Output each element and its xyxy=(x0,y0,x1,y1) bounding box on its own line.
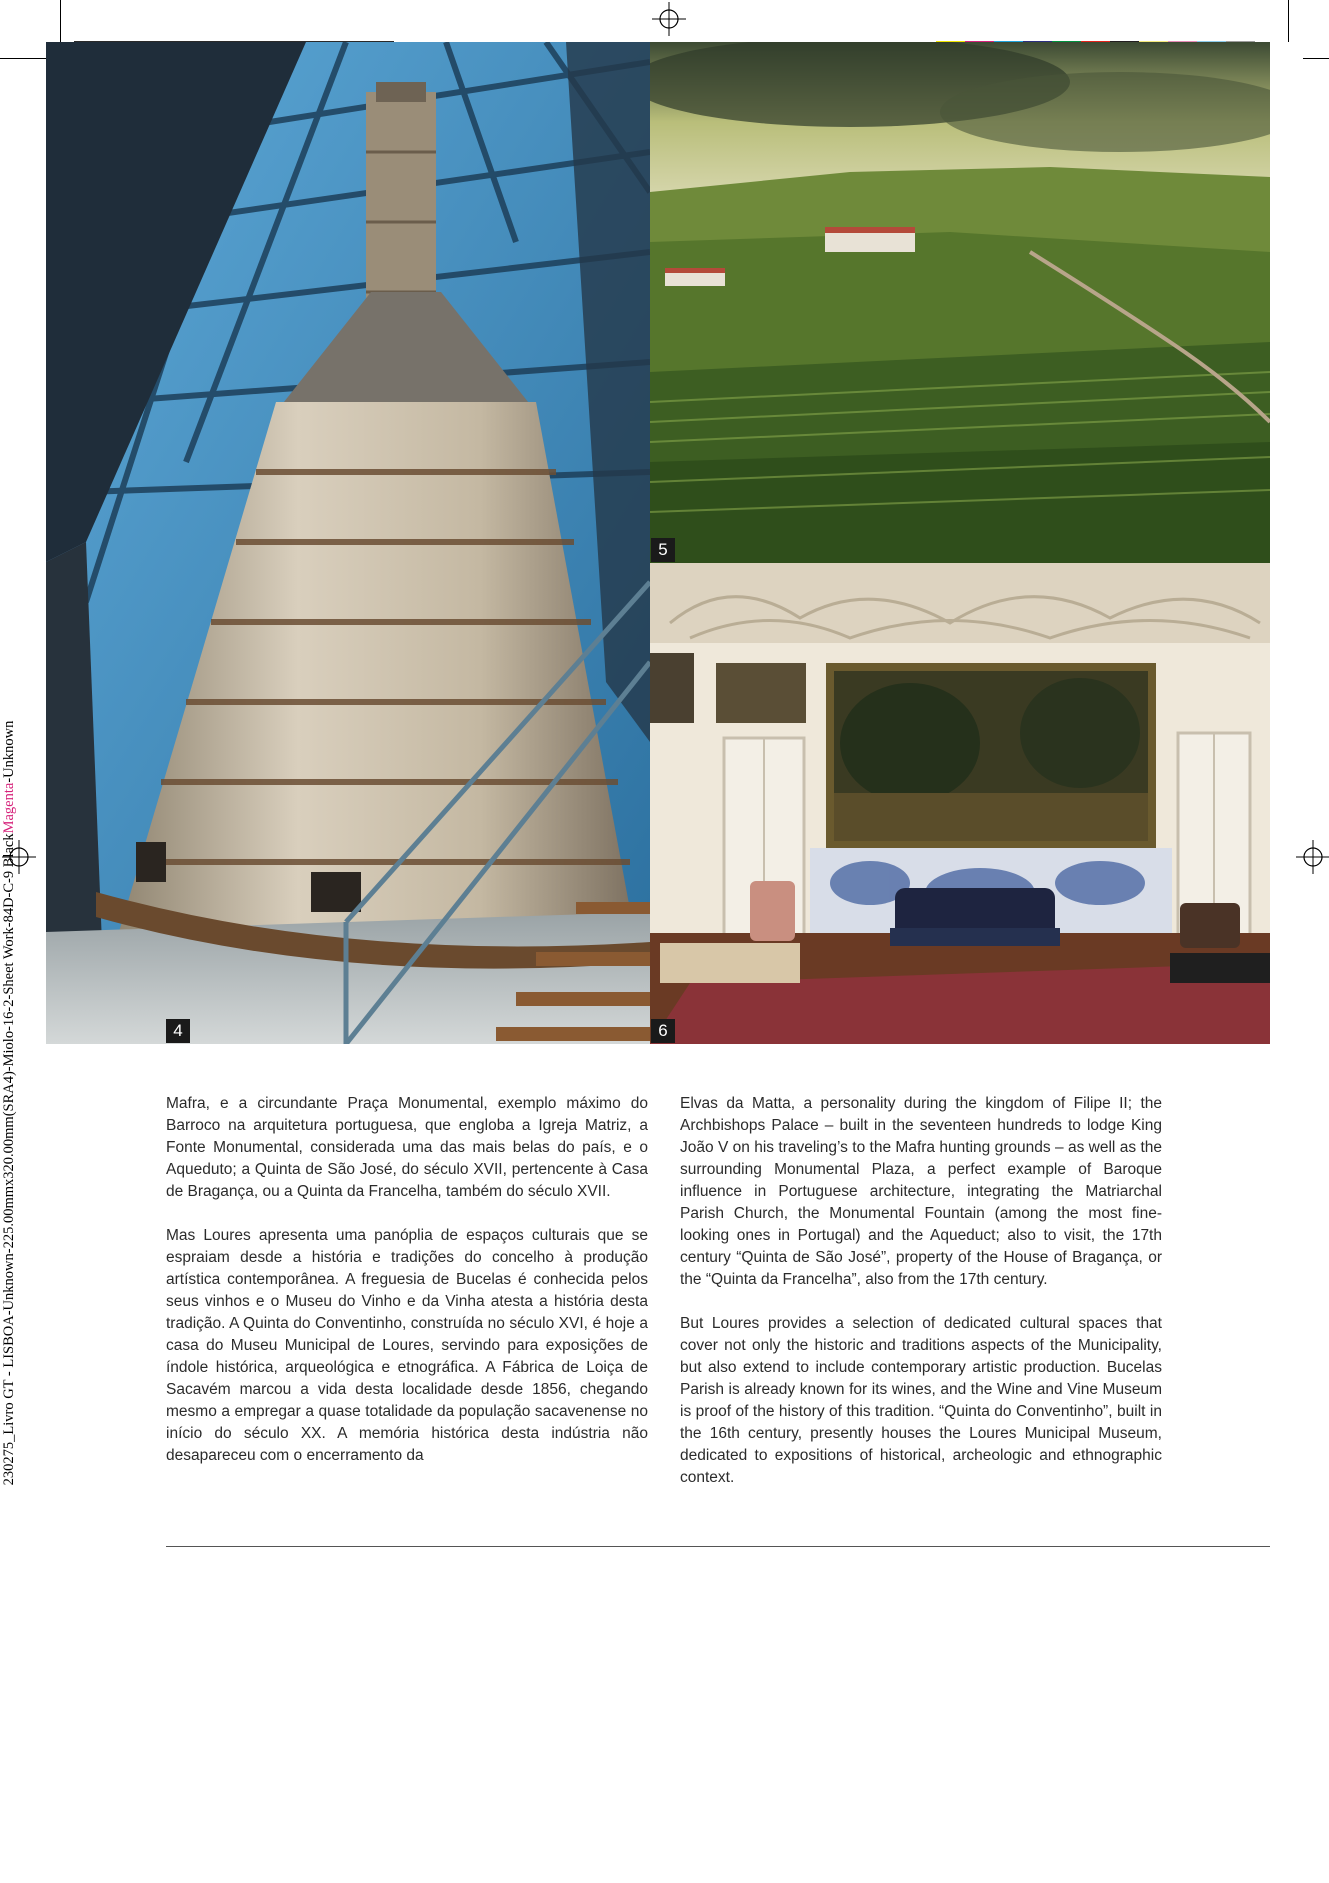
photo-number: 5 xyxy=(651,538,675,562)
paragraph: Mas Loures apresenta uma panóplia de espaços culturais que se espraiam desde a história e tradições do concelho à produção artística contemporânea. A freguesia de Bucelas é conhecida pelos seus vinhos e o Museu do Vinho e da Vinha atesta a história desta tradição. A Quinta do Conventinho, construída no século XVI, é hoje a casa do Museu Municipal de Loures, servindo para exposições de índole histórica, arqueológica e etnográfica. A Fábrica de Loiça de Sacavém marcou a vida desta localidade desde 1856, chegando mesmo a empregar a quase totalidade da população sacavenense no início do século XX. A memória histórica desta indústria não desapareceu com o encerramento da xyxy=(166,1227,648,1464)
photo-number: 6 xyxy=(651,1019,675,1043)
photo-number: 4 xyxy=(166,1019,190,1043)
crop-mark xyxy=(60,0,61,46)
text-column-portuguese xyxy=(166,1093,648,1489)
slug-prefix: 230275_Livro GT - LISBOA-Unknown-225.00mmx320.00mm(SRA4)-Miolo-16-2-Sheet Work-84D-C-9 xyxy=(1,870,17,1486)
crop-mark xyxy=(0,58,46,59)
crop-mark xyxy=(1288,0,1289,42)
paragraph: Elvas da Matta, a personality during the kingdom of Filipe II; the Archbishops Palace – built in the seventeen hundreds to lodge King João V on his traveling’s to the Mafra hunting grounds – as well as the surrounding Monumental Plaza, a perfect example of Baroque influence in Portuguese architecture, integrating the Matriarchal Parish Church, the Monumental Fountain (among the most fine-looking ones in Portugal) and the Aqueduct; also to visit, the 17th century “Quinta de São José”, property of the House of Bragança, or the “Quinta da Francelha”, also from the 17th century. xyxy=(680,1095,1162,1288)
text-column-english xyxy=(680,1093,1162,1511)
registration-mark-icon xyxy=(652,2,686,36)
registration-mark-icon xyxy=(1296,840,1329,874)
photo-kiln xyxy=(46,42,650,1044)
photo-vineyard xyxy=(650,42,1270,563)
footer-rule xyxy=(166,1546,1270,1547)
slug-black: Black xyxy=(1,833,17,868)
slug-suffix: -Unknown xyxy=(1,720,17,783)
slug-magenta: Magenta xyxy=(1,782,17,834)
printer-slug xyxy=(0,323,19,1883)
paragraph: But Loures provides a selection of dedicated cultural spaces that cover not only the historic and traditions aspects of the Municipality, but also extend to include contemporary artistic production. Bucelas Parish is already known for its wines, and the Wine and Vine Museum is proof of the history of this tradition. “Quinta do Conventinho”, built in the 16th century, presently houses the Loures Municipal Museum, dedicated to expositions of historical, archeologic and ethnographic context. xyxy=(680,1315,1162,1486)
photo-palace-hall xyxy=(650,563,1270,1044)
paragraph: Mafra, e a circundante Praça Monumental, exemplo máximo do Barroco na arquitetura portuguesa, que engloba a Igreja Matriz, a Fonte Monumental, considerada uma das mais belas do país, e o Aqueduto; a Quinta de São José, do século XVII, pertencente à Casa de Bragança, ou a Quinta da Francelha, também do século XVII. xyxy=(166,1095,648,1200)
crop-mark xyxy=(1303,58,1329,59)
